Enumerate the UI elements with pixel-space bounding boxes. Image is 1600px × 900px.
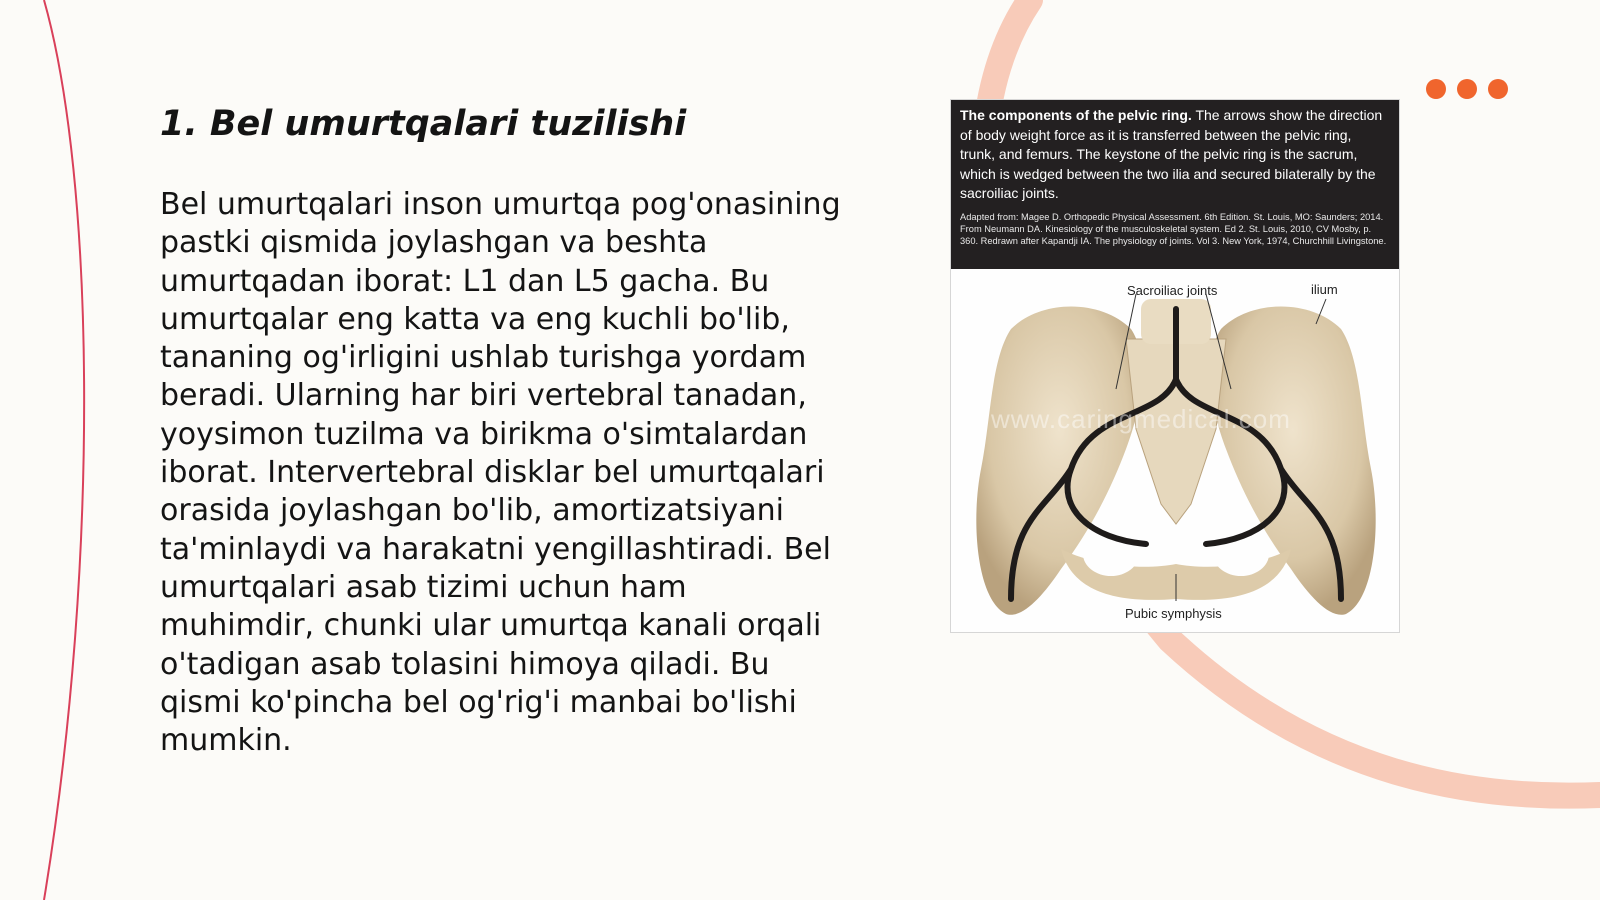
- dot-icon: [1488, 79, 1508, 99]
- pelvic-ring-figure: [950, 99, 1400, 633]
- label-pubic-symphysis: Pubic symphysis: [1125, 606, 1222, 621]
- caption-text: The arrows show the direction of body weight force as it is transferred between the pelvic ring, trunk, and femurs. The keystone of the pelvic ring is the sacrum, which is wedged between the two ilia and secured bilaterally by the sacroiliac joints.: [960, 107, 1383, 202]
- left-accent-curve: [44, 0, 84, 900]
- label-sacroiliac-joints: Sacroiliac joints: [1127, 283, 1218, 298]
- dot-icon: [1457, 79, 1477, 99]
- slide-heading: 1. Bel umurtqalari tuzilishi: [160, 104, 687, 144]
- figure-caption: [951, 100, 1399, 269]
- caption-title: The components of the pelvic ring.: [960, 107, 1192, 123]
- label-ilium: ilium: [1311, 282, 1338, 297]
- slide-body-text: Bel umurtqalari inson umurtqa pog'onasining pastki qismida joylashgan va beshta umurtqadan iborat: L1 dan L5 gacha. Bu umurtqalar eng katta va eng kuchli bo'lib, tananing og'irligini ushlab turishga yordam beradi. Ularning har biri vertebral tanadan, yoysimon tuzilma va birikma o'simtalardan iborat. Intervertebral disklar bel umurtqalari orasida joylashgan bo'lib, amortizatsiyani ta'minlaydi va harakatni yengillashtiradi. Bel umurtqalari asab tizimi uchun ham muhimdir, chunki ular umurtqa kanali orqali o'tadigan asab tolasini himoya qiladi. Bu qismi ko'pincha bel og'rig'i manbai bo'lishi mumkin.: [160, 187, 841, 759]
- dot-icon: [1426, 79, 1446, 99]
- caption-source: Adapted from: Magee D. Orthopedic Physical Assessment. 6th Edition. St. Louis, MO: Saunders; 2014. From Neumann DA. Kinesiology of the musculoskeletal system. Ed 2. St. Louis, 2010, CV Mosby, p. 360. Redrawn after Kapandji IA. The physiology of joints. Vol 3. New York, 1974, Churchhill Livingstone.: [960, 211, 1387, 247]
- pelvis-illustration: [951, 269, 1400, 633]
- figure-watermark: www.caringmedical.com: [991, 404, 1291, 434]
- three-dots-icon: [1426, 79, 1508, 99]
